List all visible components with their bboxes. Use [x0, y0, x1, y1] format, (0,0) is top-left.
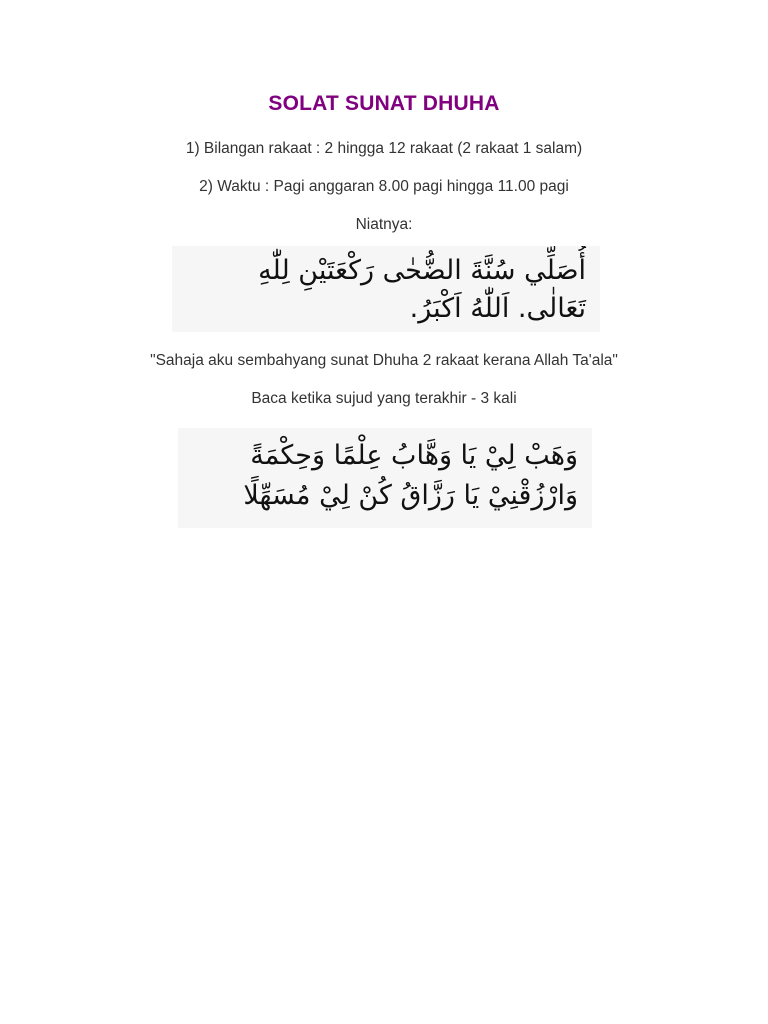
niat-translation-text: "Sahaja aku sembahyang sunat Dhuha 2 rakaat kerana Allah Ta'ala" [150, 352, 618, 369]
rakaat-count-text: 1) Bilangan rakaat : 2 hingga 12 rakaat (2 rakaat 1 salam) [185, 140, 583, 157]
niat-label: Niatnya: [355, 216, 413, 233]
time-text: 2) Waktu : Pagi anggaran 8.00 pagi hingga 11.00 pagi [199, 178, 569, 195]
page-title: SOLAT SUNAT DHUHA [268, 92, 500, 115]
niat-arabic-image [172, 246, 600, 332]
doa-arabic-text: وَهَبْ لِيْ يَا وَهَّابُ عِلْمًا وَحِكْمَةً وَارْزُقْنِيْ يَا رَزَّاقُ كُنْ لِيْ مُسَهِّلًا [243, 440, 578, 511]
doa-label: Baca ketika sujud yang terakhir - 3 kali [251, 390, 517, 407]
doa-arabic-image [178, 428, 592, 528]
niat-arabic-text: أُصَلِّي سُنَّةَ الضُّحٰى رَكْعَتَيْنِ لِلّٰهِ تَعَالٰى. اَللّٰهُ اَكْبَرُ. [258, 255, 586, 324]
